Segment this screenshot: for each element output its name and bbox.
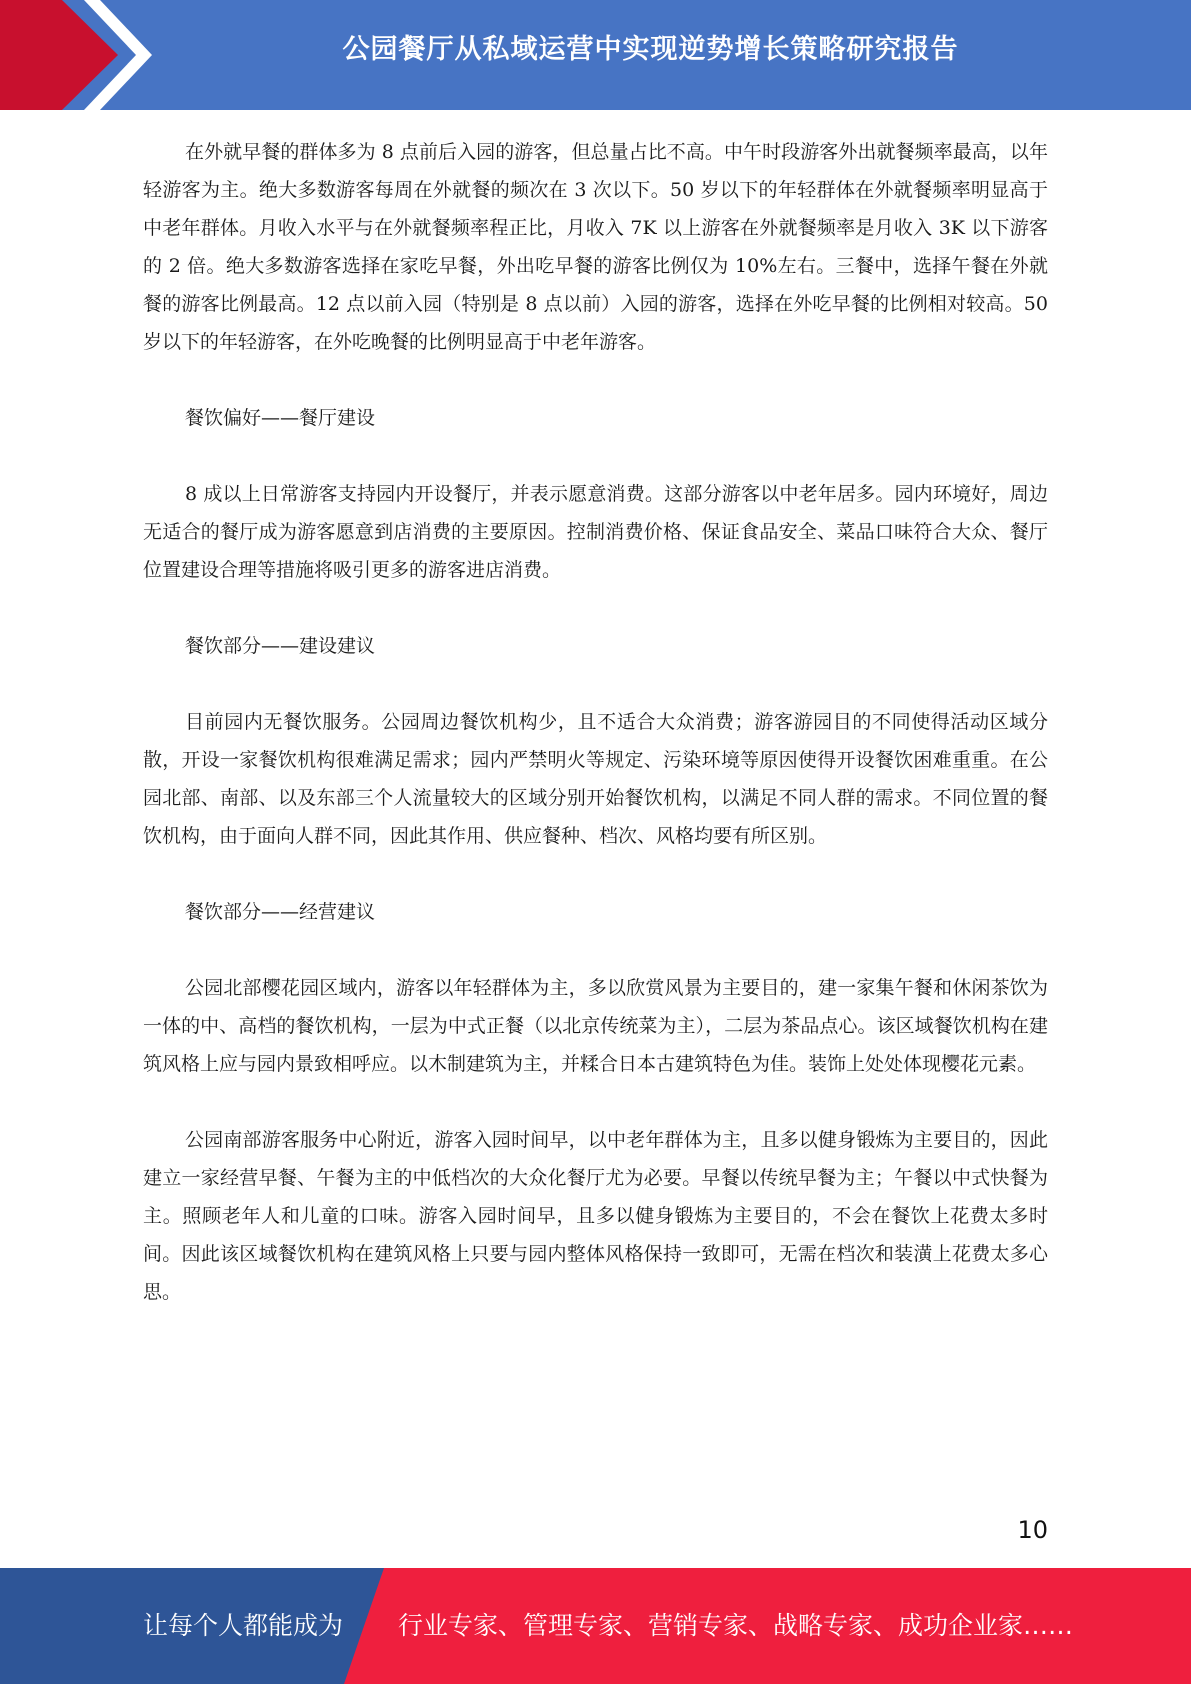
report-title: 公园餐厅从私域运营中实现逆势增长策略研究报告	[342, 34, 959, 65]
section-heading-dining-preference: 餐饮偏好——餐厅建设	[185, 407, 376, 429]
paragraph-north-area: 公园北部樱花园区域内，游客以年轻群体为主，多以欣赏风景为主要目的，建一家集午餐和休闲茶饮为一体的中、高档的餐饮机构，一层为中式正餐（以北京传统菜为主），二层为茶品点心。该区域餐饮机构在建筑风格上应与园内景致相呼应。以木制建筑为主，并糅合日本古建筑特色为佳。装饰上处处体现樱花元素。	[143, 977, 1048, 1075]
section-heading-construction-advice: 餐饮部分——建设建议	[185, 635, 376, 657]
page-number: 10	[1017, 1516, 1048, 1544]
paragraph-south-area: 公园南部游客服务中心附近，游客入园时间早，以中老年群体为主，且多以健身锻炼为主要目的，因此建立一家经营早餐、午餐为主的中低档次的大众化餐厅尤为必要。早餐以传统早餐为主；午餐以中式快餐为主。照顾老年人和儿童的口味。游客入园时间早，且多以健身锻炼为主要目的，不会在餐饮上花费太多时间。因此该区域餐饮机构在建筑风格上只要与园内整体风格保持一致即可，无需在档次和装潢上花费太多心思。	[143, 1129, 1048, 1303]
paragraph-construction-advice: 目前园内无餐饮服务。公园周边餐饮机构少，且不适合大众消费；游客游园目的不同使得活动区域分散，开设一家餐饮机构很难满足需求；园内严禁明火等规定、污染环境等原因使得开设餐饮困难重重。在公园北部、南部、以及东部三个人流量较大的区域分别开始餐饮机构，以满足不同人群的需求。不同位置的餐饮机构，由于面向人群不同，因此其作用、供应餐种、档次、风格均要有所区别。	[143, 711, 1048, 847]
footer-slogan-left: 让每个人都能成为	[143, 1611, 344, 1640]
page-footer	[0, 1568, 1191, 1684]
footer-slogan-right: 行业专家、管理专家、营销专家、战略专家、成功企业家……	[398, 1611, 1074, 1640]
paragraph-restaurant-support: 8 成以上日常游客支持园内开设餐厅，并表示愿意消费。这部分游客以中老年居多。园内环境好，周边无适合的餐厅成为游客愿意到店消费的主要原因。控制消费价格、保证食品安全、菜品口味符合大众、餐厅位置建设合理等措施将吸引更多的游客进店消费。	[143, 483, 1048, 581]
section-heading-operation-advice: 餐饮部分——经营建议	[185, 901, 376, 923]
page-header	[0, 0, 1191, 110]
document-body	[143, 133, 1048, 1311]
paragraph-dining-frequency: 在外就早餐的群体多为 8 点前后入园的游客，但总量占比不高。中午时段游客外出就餐频率最高，以年轻游客为主。绝大多数游客每周在外就餐的频次在 3 次以下。50 岁以下的年轻群体在外就餐频率明显高于中老年群体。月收入水平与在外就餐频率程正比，月收入 7K 以上游客在外就餐频率是月收入 3K 以下游客的 2 倍。绝大多数游客选择在家吃早餐，外出吃早餐的游客比例仅为 10%左右。三餐中，选择午餐在外就餐的游客比例最高。12 点以前入园（特别是 8 点以前）入园的游客，选择在外吃早餐的比例相对较高。50 岁以下的年轻游客，在外吃晚餐的比例明显高于中老年游客。	[143, 141, 1048, 353]
header-chevron-decoration	[0, 0, 160, 110]
